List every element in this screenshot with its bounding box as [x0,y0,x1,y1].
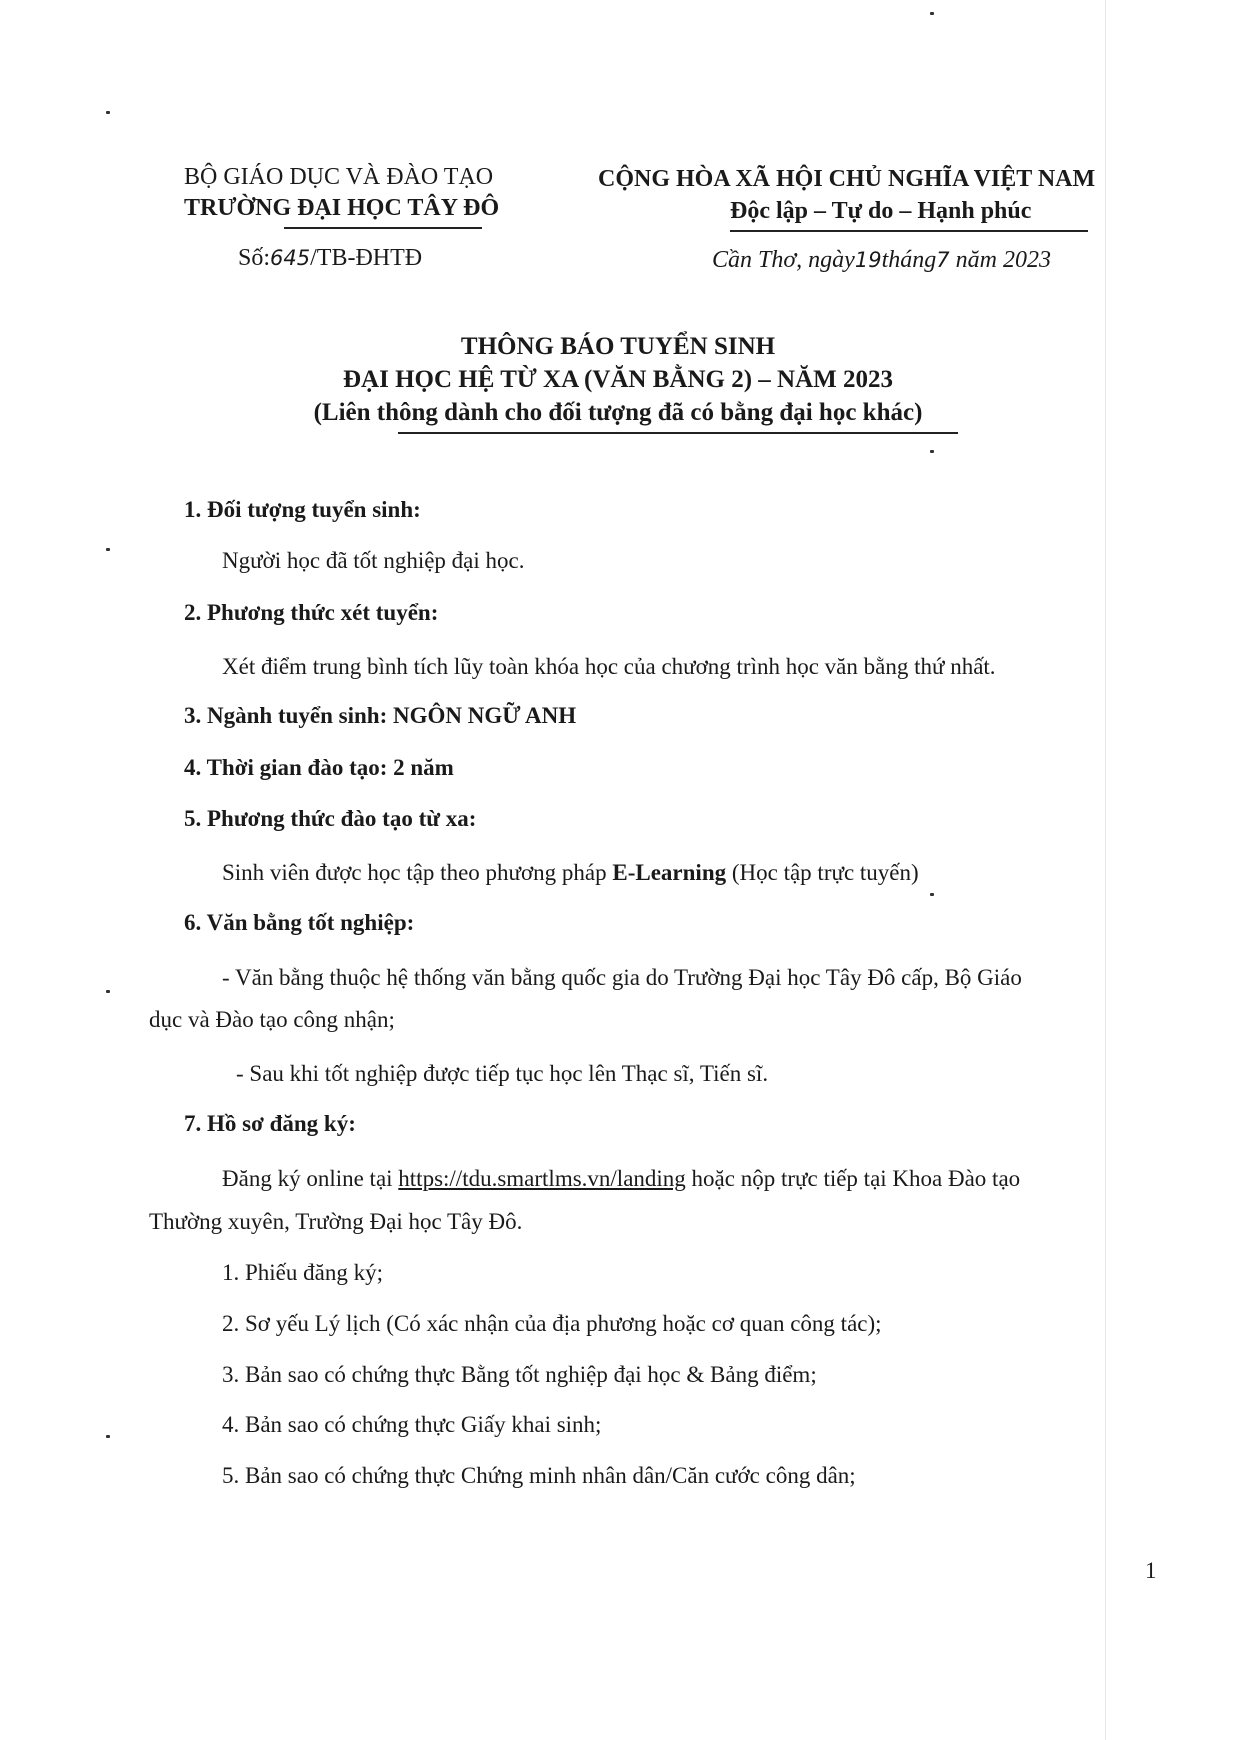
section-1-title: 1. Đối tượng tuyển sinh: [184,497,421,522]
scan-speck [106,990,110,993]
scan-edge [1105,0,1106,1740]
list-item: 3. Bản sao có chứng thực Bằng tốt nghiệp đại học & Bảng điểm; [222,1362,817,1387]
motto-underline [730,230,1088,232]
scan-speck [930,893,934,896]
scan-speck [106,111,110,114]
motto: Độc lập – Tự do – Hạnh phúc [730,198,1032,224]
section-7-title: 7. Hồ sơ đăng ký: [184,1111,356,1136]
section-6-title: 6. Văn bằng tốt nghiệp: [184,910,415,935]
title-line-2: ĐẠI HỌC HỆ TỪ XA (VĂN BẰNG 2) – NĂM 2023 [343,366,893,393]
section-6-line-2: dục và Đào tạo công nhận; [149,1007,395,1032]
scan-speck [106,548,110,551]
list-item: 4. Bản sao có chứng thực Giấy khai sinh; [222,1412,602,1437]
scan-speck [106,1435,110,1438]
list-item: 1. Phiếu đăng ký; [222,1260,383,1285]
page-number: 1 [1145,1558,1157,1583]
document-date: Cần Thơ, ngày19tháng7 năm 2023 [712,247,1051,273]
university-underline [284,227,482,229]
document-number: Số:645/TB-ĐHTĐ [238,245,423,271]
section-5-title: 5. Phương thức đào tạo từ xa: [184,806,477,831]
section-6-line-1: - Văn bằng thuộc hệ thống văn bằng quốc gia do Trường Đại học Tây Đô cấp, Bộ Giáo [222,965,1022,990]
section-3-title: 3. Ngành tuyển sinh: NGÔN NGỮ ANH [184,703,577,728]
handwritten-day: 19 [854,248,882,272]
title-underline [398,432,958,434]
republic-name: CỘNG HÒA XÃ HỘI CHỦ NGHĨA VIỆT NAM [598,166,1096,192]
handwritten-month: 7 [936,248,950,272]
ministry-name: BỘ GIÁO DỤC VÀ ĐÀO TẠO [184,164,494,190]
section-7-line-2: Thường xuyên, Trường Đại học Tây Đô. [149,1209,523,1234]
section-5-body: Sinh viên được học tập theo phương pháp E-Learning (Học tập trực tuyến) [222,860,919,885]
elearning-term: E-Learning [612,860,727,885]
section-2-body: Xét điểm trung bình tích lũy toàn khóa học của chương trình học văn bằng thứ nhất. [222,654,996,679]
list-item: 2. Sơ yếu Lý lịch (Có xác nhận của địa phương hoặc cơ quan công tác); [222,1311,882,1336]
section-7-line-1: Đăng ký online tại https://tdu.smartlms.vn/landing hoặc nộp trực tiếp tại Khoa Đào tạo [222,1166,1021,1191]
registration-link[interactable]: https://tdu.smartlms.vn/landing [398,1166,686,1191]
title-line-1: THÔNG BÁO TUYỂN SINH [460,333,776,360]
section-4-title: 4. Thời gian đào tạo: 2 năm [184,755,454,780]
section-2-title: 2. Phương thức xét tuyển: [184,600,439,625]
section-1-body: Người học đã tốt nghiệp đại học. [222,548,525,573]
section-6-line-3: - Sau khi tốt nghiệp được tiếp tục học lên Thạc sĩ, Tiến sĩ. [236,1061,769,1086]
list-item: 5. Bản sao có chứng thực Chứng minh nhân dân/Căn cước công dân; [222,1463,856,1488]
scan-speck [930,450,934,453]
handwritten-number: 645 [270,246,311,270]
scan-speck [930,12,934,15]
university-name: TRƯỜNG ĐẠI HỌC TÂY ĐÔ [184,195,500,221]
title-line-3: (Liên thông dành cho đối tượng đã có bằng đại học khác) [313,399,923,426]
